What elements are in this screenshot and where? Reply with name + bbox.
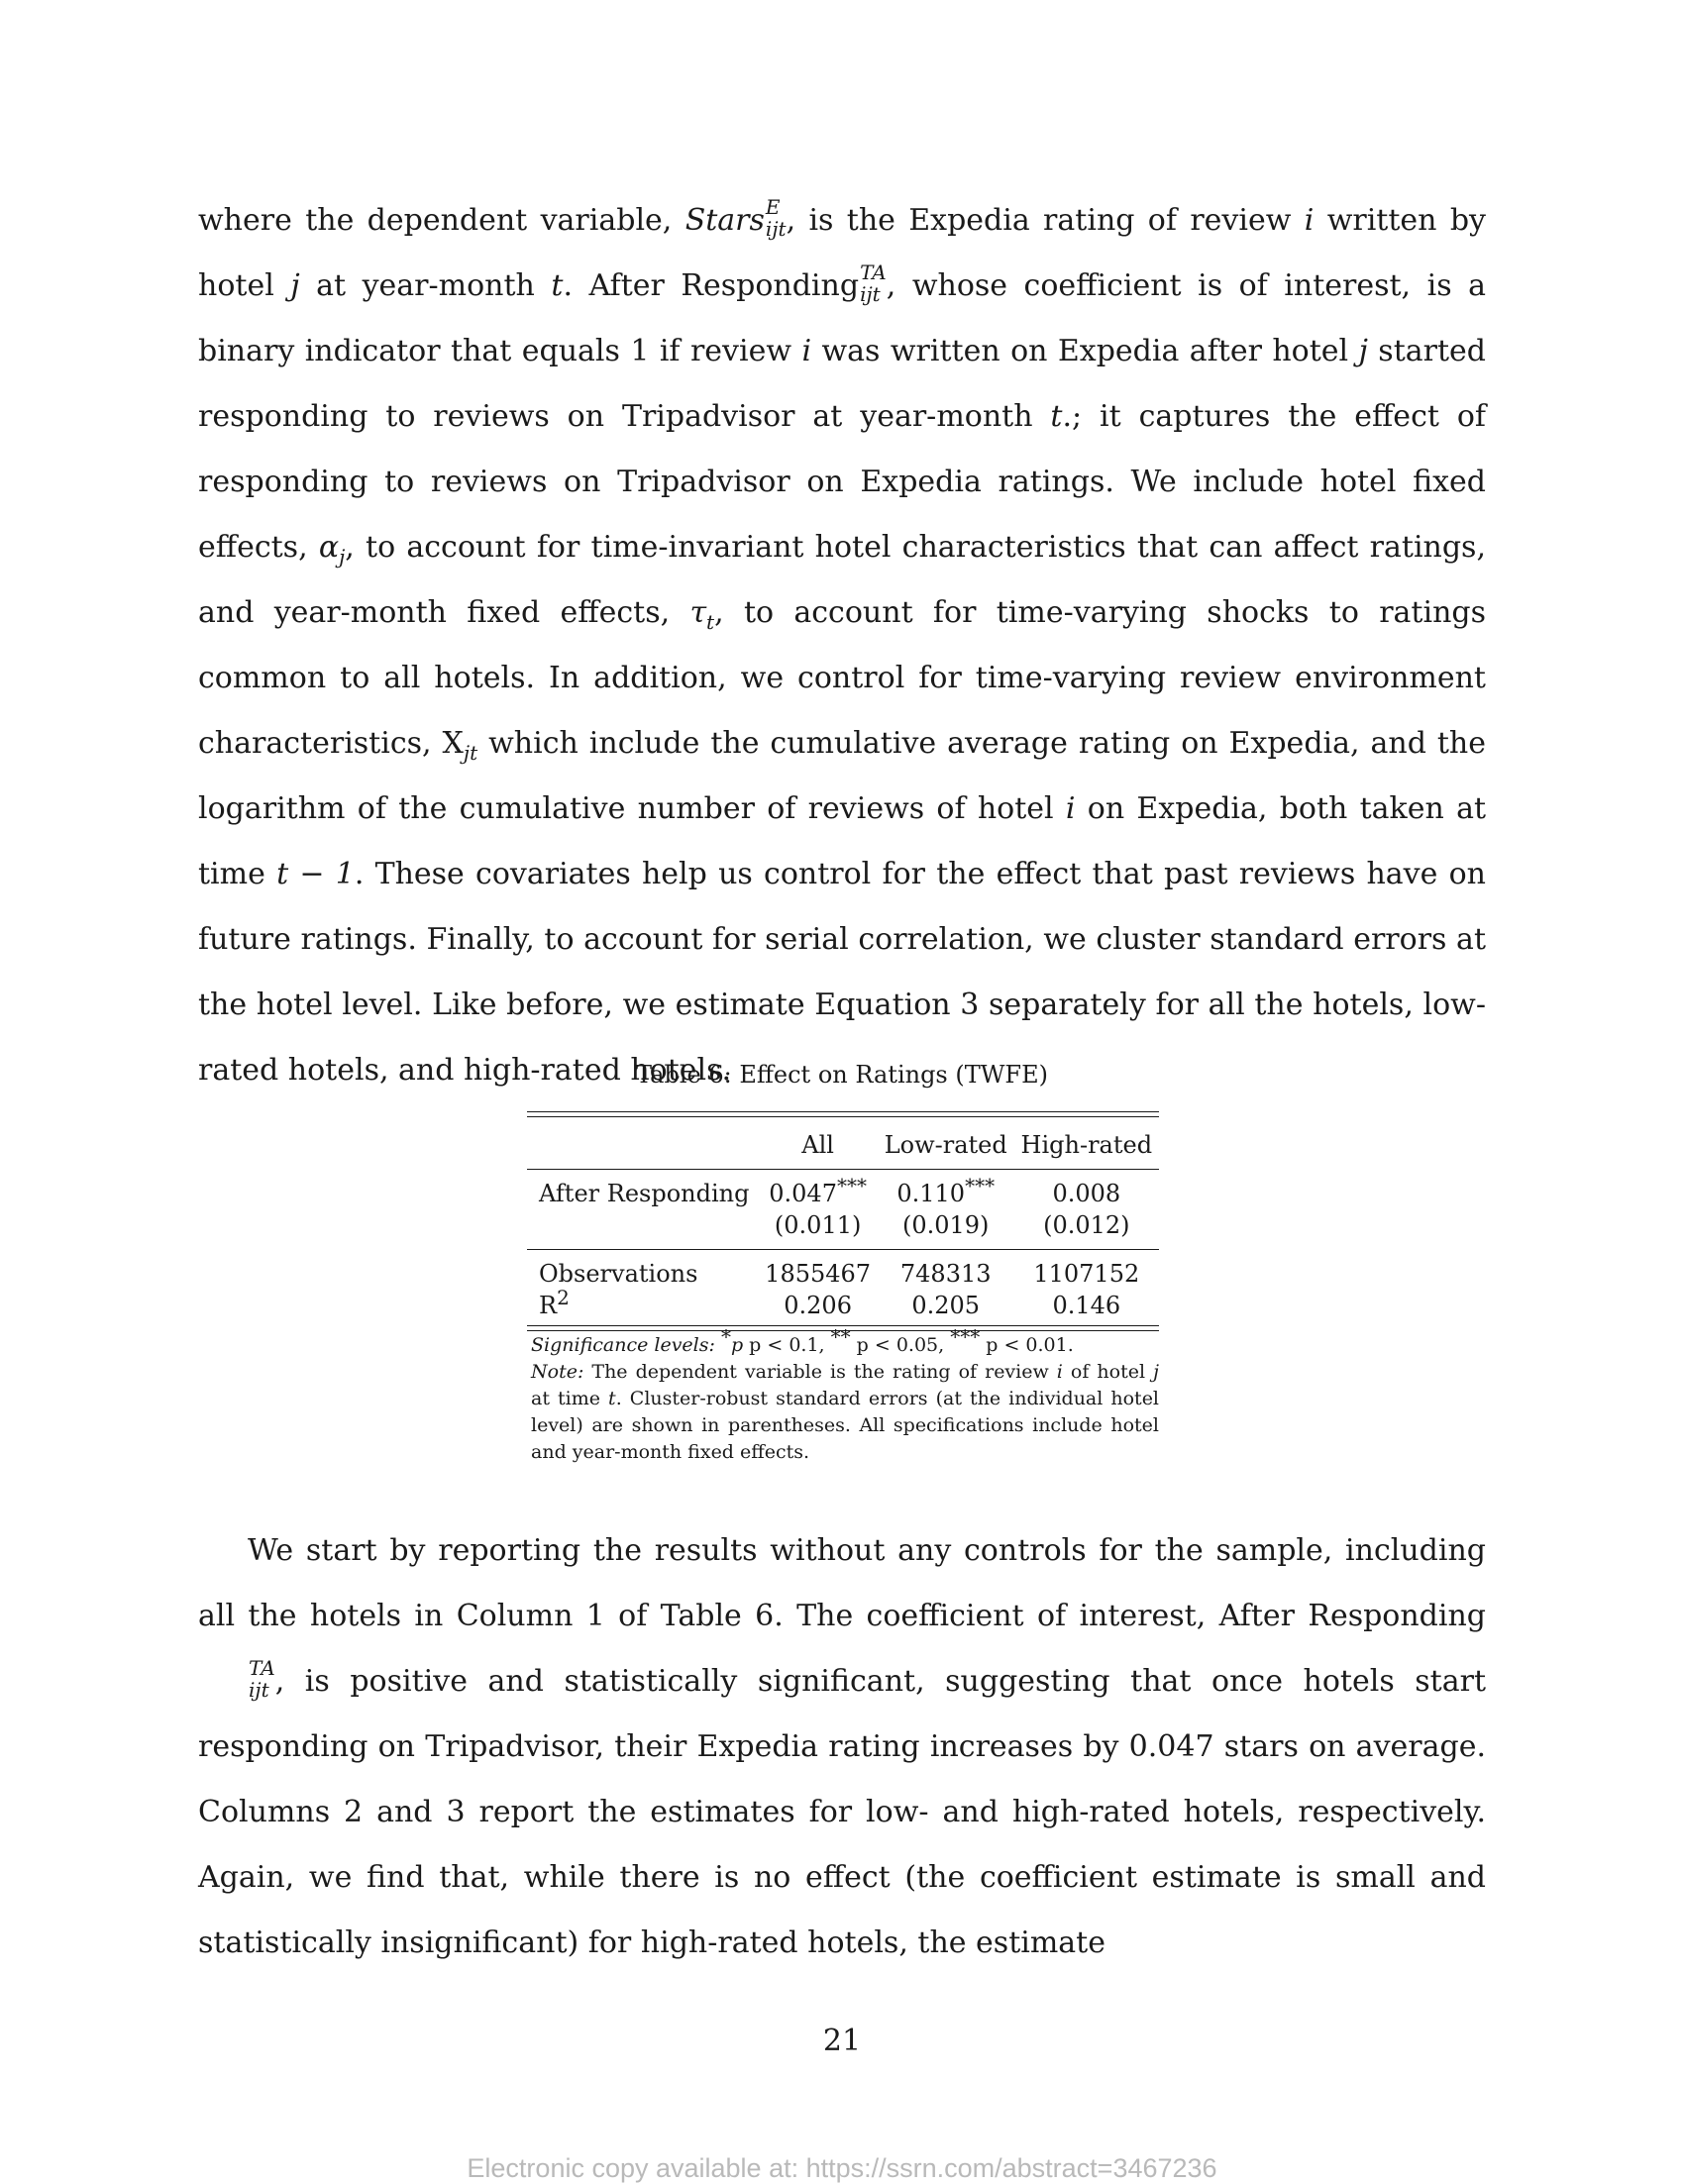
- math-sup: E: [765, 195, 781, 219]
- text-run: started responding to reviews on Tripadvisor at year-month: [198, 334, 1486, 434]
- math-sub: ijt: [249, 1678, 269, 1702]
- text-run: which include the cumulative average rating on Expedia, and the logarithm of the cumulative number of reviews of hotel: [198, 726, 1486, 826]
- cell-value: 748313: [899, 1260, 992, 1288]
- cell-se: (0.019): [901, 1211, 990, 1239]
- cell-value: 1107152: [1033, 1260, 1140, 1288]
- cell-value: 0.008: [1052, 1180, 1121, 1207]
- math-t-minus-1: t − 1: [276, 857, 355, 891]
- body-paragraph-1: [198, 188, 1486, 1103]
- text-run: , whose coefficient is of interest, is a binary indicator that equals 1 if review: [198, 268, 1486, 368]
- table-row-after-responding: [527, 1170, 1159, 1209]
- col-header-high-rated: High-rated: [1020, 1131, 1153, 1159]
- row-label: After Responding: [539, 1180, 750, 1207]
- table-row-standard-errors: [527, 1209, 1159, 1250]
- cell-value: 0.206: [784, 1292, 852, 1319]
- cell-value: 0.047***: [769, 1174, 867, 1207]
- col-header-low-rated: Low-rated: [884, 1131, 1007, 1159]
- cell-se: (0.011): [774, 1211, 862, 1239]
- math-alpha: α: [318, 530, 340, 565]
- math-sub: j: [339, 545, 346, 569]
- math-t: t: [551, 268, 564, 303]
- cell-value: 0.205: [911, 1292, 981, 1319]
- cell-se: (0.012): [1043, 1211, 1130, 1239]
- math-j: j: [1358, 334, 1368, 368]
- math-t: t: [1050, 399, 1063, 434]
- table-caption: Table 6: Effect on Ratings (TWFE): [636, 1061, 1048, 1089]
- cell-value: 1855467: [765, 1260, 872, 1288]
- text-run: was written on Expedia after hotel: [811, 334, 1359, 368]
- row-label-empty: [527, 1209, 758, 1250]
- table-row-r-squared: [527, 1290, 1159, 1325]
- text-run: We start by reporting the results without any controls for the sample, including all the hotels in Column 1 of Table 6. The coefficient of interest, After Responding: [198, 1533, 1486, 1633]
- text-run: , to account for time-varying shocks to ratings common to all hotels. In addition, we control for time-varying review environment characteristics, X: [198, 595, 1486, 761]
- significance-levels: Significance levels: *p p < 0.1, ** p < 0.05, *** p < 0.01.: [531, 1324, 1074, 1356]
- text-run: , is the Expedia rating of review: [786, 203, 1305, 238]
- body-paragraph-2: [198, 1518, 1486, 1976]
- math-sup: TA: [860, 260, 887, 284]
- table-notes: [527, 1324, 1160, 1466]
- math-subsup: [860, 262, 887, 304]
- table-header-row: [527, 1117, 1159, 1170]
- text-run: , is positive and statistically significant, suggesting that once hotels start responding on Tripadvisor, their Expedia rating increases by 0.047 stars on average. Columns 2 and 3 report the estimates for low- and high-rated hotels, respectively. Again, we find that, while there is no effect (the coefficient estimate is small and statistically insignificant) for high-rated hotels, the estimate: [198, 1664, 1486, 1960]
- cell-value: 0.110***: [896, 1174, 996, 1207]
- ssrn-footer: Electronic copy available at: https://ssrn.com/abstract=3467236: [467, 2153, 1217, 2183]
- text-run: where the dependent variable,: [198, 203, 685, 238]
- math-sub: t: [706, 610, 715, 634]
- math-sub: ijt: [765, 217, 787, 241]
- page-number: 21: [822, 2024, 862, 2058]
- cell-value: 0.146: [1052, 1292, 1121, 1319]
- math-sub: jt: [463, 741, 478, 765]
- math-tau: τ: [689, 595, 707, 630]
- header-empty: [527, 1117, 758, 1170]
- math-stars: Stars: [684, 203, 765, 238]
- math-sup: TA: [249, 1656, 275, 1680]
- text-run: at year-month: [299, 268, 552, 303]
- math-i: i: [1065, 791, 1076, 826]
- row-label: $R^2$: [539, 1286, 570, 1319]
- math-j: j: [290, 268, 300, 303]
- text-run: . After Responding: [563, 268, 860, 303]
- math-subsup: [766, 197, 787, 239]
- text-run: . These covariates help us control for the effect that past reviews have on future ratings. Finally, to account for serial correlation, we cluster standard errors at the hotel level. Like before, we estimate Equation 3 separately for all the hotels, low-rated hotels, and high-rated hotels.: [198, 857, 1486, 1088]
- results-table: [527, 1111, 1159, 1331]
- table-body: [527, 1117, 1159, 1325]
- text-run: , to account for time-invariant hotel characteristics that can affect ratings, and year-month fixed effects,: [198, 530, 1486, 630]
- math-subsup: [199, 1658, 275, 1700]
- table-note: Note: The dependent variable is the rating of review i of hotel j at time t. Cluster-robust standard errors (at the individual hotel level) are shown in parentheses. All specifications include hotel and year-month fixed effects.: [531, 1361, 1160, 1463]
- table-row-observations: [527, 1250, 1159, 1290]
- math-sub: ijt: [860, 282, 881, 306]
- math-i: i: [1304, 203, 1315, 238]
- text-run: on Expedia, both taken at time: [198, 791, 1487, 891]
- col-header-all: All: [801, 1131, 834, 1159]
- text-run: .; it captures the effect of responding to reviews on Tripadvisor on Expedia ratings. We include hotel fixed effects,: [198, 399, 1486, 565]
- text-run: written by hotel: [198, 203, 1486, 303]
- math-i: i: [801, 334, 812, 368]
- row-label: Observations: [539, 1260, 698, 1288]
